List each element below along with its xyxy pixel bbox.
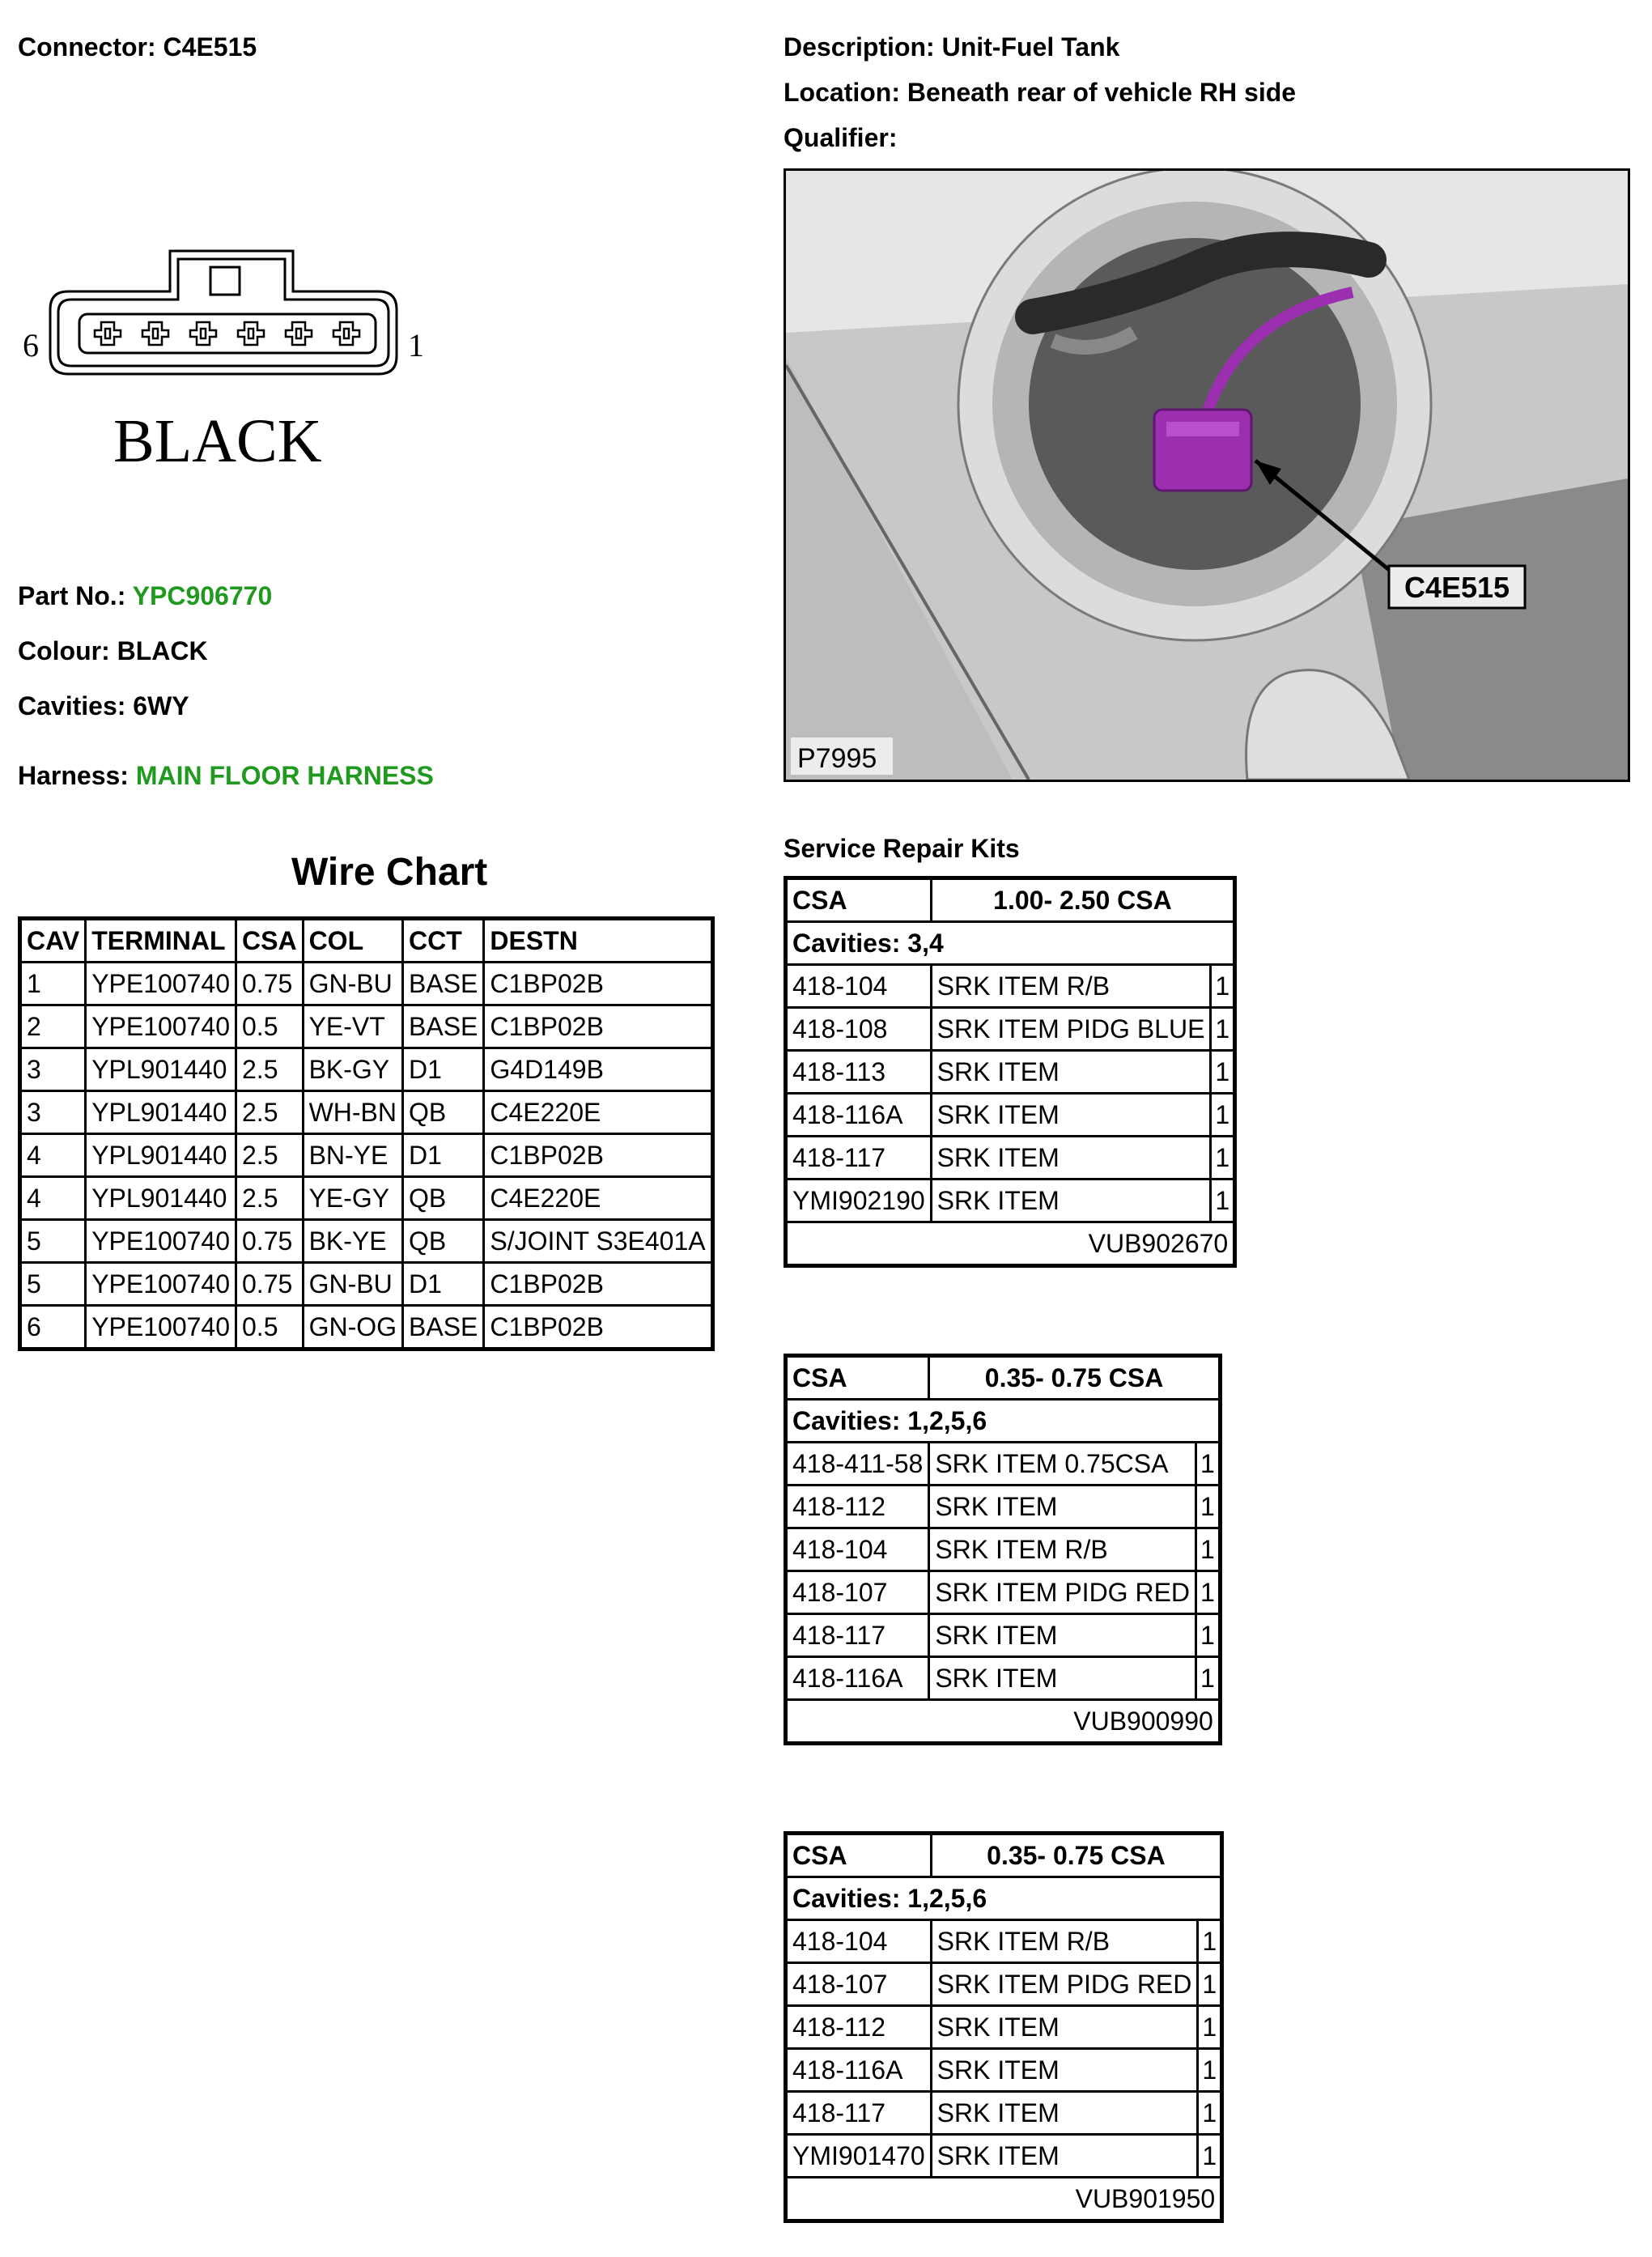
kit-item-part: 418-117 bbox=[786, 2092, 932, 2135]
wire-chart-header-cell: CAV bbox=[20, 919, 86, 963]
kit-item-row bbox=[786, 1657, 1221, 1700]
table-cell: S/JOINT S3E401A bbox=[484, 1220, 712, 1263]
kit-item-description: SRK ITEM PIDG RED bbox=[931, 1963, 1198, 2006]
kit-item-description: SRK ITEM bbox=[931, 1051, 1211, 1094]
part-number-link[interactable]: YPC906770 bbox=[132, 581, 273, 610]
table-cell: YPE100740 bbox=[86, 1005, 236, 1048]
wire-chart-header-cell: CCT bbox=[403, 919, 484, 963]
table-cell: BASE bbox=[403, 1005, 484, 1048]
description-line bbox=[784, 32, 1119, 62]
kit-item-quantity: 1 bbox=[1211, 1051, 1235, 1094]
kit-item-row bbox=[786, 1137, 1235, 1180]
kit-cavities: Cavities: 1,2,5,6 bbox=[786, 1877, 1222, 1920]
table-cell: C1BP02B bbox=[484, 1134, 712, 1177]
table-row bbox=[20, 1220, 713, 1263]
kit-item-part: 418-113 bbox=[786, 1051, 932, 1094]
kit-footer-row bbox=[786, 1700, 1221, 1744]
kit-cavities-row bbox=[786, 1877, 1222, 1920]
harness-label: Harness: bbox=[18, 761, 129, 790]
kit-item-part: 418-112 bbox=[786, 2006, 932, 2049]
table-cell: YPE100740 bbox=[86, 1306, 236, 1350]
connector-pin-contact bbox=[105, 329, 110, 338]
table-cell: D1 bbox=[403, 1263, 484, 1306]
table-cell: 0.75 bbox=[236, 963, 304, 1005]
kit-item-row bbox=[786, 2092, 1222, 2135]
table-cell: BN-YE bbox=[303, 1134, 402, 1177]
kit-item-quantity: 1 bbox=[1196, 1528, 1221, 1571]
repair-kit-table bbox=[784, 876, 1237, 1268]
kit-cavities: Cavities: 3,4 bbox=[786, 922, 1235, 965]
connector-colour-text: BLACK bbox=[113, 407, 322, 475]
kit-item-quantity: 1 bbox=[1198, 1920, 1222, 1963]
photo-ref-label: P7995 bbox=[797, 743, 877, 774]
connector-pin bbox=[286, 322, 312, 345]
table-cell: 4 bbox=[20, 1134, 86, 1177]
table-cell: YPE100740 bbox=[86, 1263, 236, 1306]
table-cell: WH-BN bbox=[303, 1091, 402, 1134]
table-row bbox=[20, 963, 713, 1005]
kit-item-quantity: 1 bbox=[1198, 2049, 1222, 2092]
harness-line bbox=[18, 761, 434, 791]
wire-chart-table bbox=[18, 916, 715, 1351]
connector-id: C4E515 bbox=[163, 32, 257, 62]
table-cell: C1BP02B bbox=[484, 963, 712, 1005]
table-cell: C4E220E bbox=[484, 1091, 712, 1134]
kit-item-description: SRK ITEM bbox=[931, 2092, 1198, 2135]
table-cell: 2.5 bbox=[236, 1177, 304, 1220]
connector-pin bbox=[142, 322, 168, 345]
kit-item-description: SRK ITEM bbox=[931, 1137, 1211, 1180]
pin-1-label: 1 bbox=[408, 327, 424, 363]
kit-item-description: SRK ITEM bbox=[929, 1614, 1196, 1657]
pin-6-label: 6 bbox=[23, 327, 39, 363]
connector-pin bbox=[190, 322, 216, 345]
connector-pin-contact bbox=[344, 329, 349, 338]
table-cell: QB bbox=[403, 1220, 484, 1263]
kit-cavities-row bbox=[786, 922, 1235, 965]
kit-item-row bbox=[786, 1614, 1221, 1657]
kit-header-row bbox=[786, 1356, 1221, 1400]
kit-csa-label: CSA bbox=[786, 1834, 932, 1877]
kit-csa-range: 1.00- 2.50 CSA bbox=[931, 878, 1235, 922]
kit-item-row bbox=[786, 1008, 1235, 1051]
table-cell: 4 bbox=[20, 1177, 86, 1220]
part-label: Part No.: bbox=[18, 581, 126, 610]
table-cell: 2.5 bbox=[236, 1048, 304, 1091]
wire-chart-title: Wire Chart bbox=[291, 851, 488, 894]
table-cell: 0.75 bbox=[236, 1220, 304, 1263]
kit-item-row bbox=[786, 1528, 1221, 1571]
kit-item-part: YMI901470 bbox=[786, 2135, 932, 2178]
description-value: Unit-Fuel Tank bbox=[941, 32, 1120, 62]
table-cell: GN-BU bbox=[303, 963, 402, 1005]
kit-item-description: SRK ITEM bbox=[931, 1180, 1211, 1222]
table-cell: QB bbox=[403, 1177, 484, 1220]
kit-item-quantity: 1 bbox=[1198, 2092, 1222, 2135]
kit-item-part: 418-107 bbox=[786, 1963, 932, 2006]
kit-item-quantity: 1 bbox=[1198, 1963, 1222, 2006]
kit-item-part: 418-107 bbox=[786, 1571, 929, 1614]
table-cell: BASE bbox=[403, 1306, 484, 1350]
kit-item-part: 418-104 bbox=[786, 1528, 929, 1571]
kit-item-description: SRK ITEM R/B bbox=[931, 1920, 1198, 1963]
kit-item-part: 418-411-58 bbox=[786, 1443, 929, 1486]
wire-chart-header-cell: DESTN bbox=[484, 919, 712, 963]
location-photo bbox=[784, 168, 1630, 782]
kit-item-description: SRK ITEM R/B bbox=[931, 965, 1211, 1008]
kit-item-quantity: 1 bbox=[1196, 1443, 1221, 1486]
table-cell: C1BP02B bbox=[484, 1005, 712, 1048]
table-cell: YPE100740 bbox=[86, 1220, 236, 1263]
table-row bbox=[20, 1134, 713, 1177]
kit-item-quantity: 1 bbox=[1198, 2006, 1222, 2049]
kit-item-part: 418-116A bbox=[786, 2049, 932, 2092]
colour-value: BLACK bbox=[117, 636, 208, 665]
kit-item-quantity: 1 bbox=[1196, 1486, 1221, 1528]
table-cell: YE-VT bbox=[303, 1005, 402, 1048]
qualifier-label: Qualifier: bbox=[784, 123, 898, 152]
kit-header-row bbox=[786, 1834, 1222, 1877]
kit-item-quantity: 1 bbox=[1211, 1008, 1235, 1051]
wire-chart-header-cell: TERMINAL bbox=[86, 919, 236, 963]
table-cell: 2 bbox=[20, 1005, 86, 1048]
kit-item-quantity: 1 bbox=[1196, 1571, 1221, 1614]
harness-link[interactable]: MAIN FLOOR HARNESS bbox=[135, 761, 434, 790]
table-cell: BK-YE bbox=[303, 1220, 402, 1263]
kit-item-description: SRK ITEM PIDG BLUE bbox=[931, 1008, 1211, 1051]
location-value: Beneath rear of vehicle RH side bbox=[907, 78, 1297, 107]
description-label: Description: bbox=[784, 32, 935, 62]
location-line bbox=[784, 78, 1296, 108]
kit-item-row bbox=[786, 1486, 1221, 1528]
kit-item-part: 418-116A bbox=[786, 1657, 929, 1700]
service-repair-kits-title: Service Repair Kits bbox=[784, 834, 1020, 863]
table-cell: 0.75 bbox=[236, 1263, 304, 1306]
table-row bbox=[20, 1306, 713, 1350]
wire-chart-header-cell: CSA bbox=[236, 919, 304, 963]
photo-callout-label: C4E515 bbox=[1404, 571, 1510, 604]
table-cell: C1BP02B bbox=[484, 1306, 712, 1350]
kit-item-part: 418-117 bbox=[786, 1137, 932, 1180]
kit-item-quantity: 1 bbox=[1198, 2135, 1222, 2178]
kit-item-description: SRK ITEM R/B bbox=[929, 1528, 1196, 1571]
kit-item-row bbox=[786, 1051, 1235, 1094]
colour-line bbox=[18, 636, 208, 666]
table-row bbox=[20, 1048, 713, 1091]
connector-label: Connector: bbox=[18, 32, 156, 62]
kit-item-part: 418-116A bbox=[786, 1094, 932, 1137]
kit-item-description: SRK ITEM bbox=[931, 2049, 1198, 2092]
repair-kit-table bbox=[784, 1831, 1224, 2223]
kit-item-part: 418-117 bbox=[786, 1614, 929, 1657]
location-label: Location: bbox=[784, 78, 900, 107]
kit-item-part: 418-104 bbox=[786, 965, 932, 1008]
wire-chart-header-row bbox=[20, 919, 713, 963]
table-cell: 2.5 bbox=[236, 1091, 304, 1134]
kit-number: VUB901950 bbox=[786, 2178, 1222, 2221]
table-cell: YPL901440 bbox=[86, 1048, 236, 1091]
cavities-value: 6WY bbox=[133, 691, 189, 720]
kit-csa-range: 0.35- 0.75 CSA bbox=[931, 1834, 1222, 1877]
table-cell: QB bbox=[403, 1091, 484, 1134]
kit-csa-range: 0.35- 0.75 CSA bbox=[929, 1356, 1221, 1400]
kit-item-row bbox=[786, 1920, 1222, 1963]
kit-item-quantity: 1 bbox=[1211, 1094, 1235, 1137]
kit-item-quantity: 1 bbox=[1196, 1657, 1221, 1700]
connector-pin-contact bbox=[296, 329, 301, 338]
table-cell: 2.5 bbox=[236, 1134, 304, 1177]
kit-item-row bbox=[786, 965, 1235, 1008]
connector-line bbox=[18, 32, 257, 62]
table-cell: YPL901440 bbox=[86, 1134, 236, 1177]
wire-chart-header-cell: COL bbox=[303, 919, 402, 963]
kit-item-quantity: 1 bbox=[1211, 1180, 1235, 1222]
kit-footer-row bbox=[786, 1222, 1235, 1266]
kit-item-row bbox=[786, 1094, 1235, 1137]
kit-item-quantity: 1 bbox=[1211, 965, 1235, 1008]
kit-item-description: SRK ITEM PIDG RED bbox=[929, 1571, 1196, 1614]
kit-item-part: 418-104 bbox=[786, 1920, 932, 1963]
connector-pin bbox=[238, 322, 264, 345]
kit-item-part: 418-112 bbox=[786, 1486, 929, 1528]
table-row bbox=[20, 1091, 713, 1134]
kit-cavities-row bbox=[786, 1400, 1221, 1443]
table-row bbox=[20, 1263, 713, 1306]
table-cell: BASE bbox=[403, 963, 484, 1005]
kit-item-description: SRK ITEM bbox=[931, 2135, 1198, 2178]
kit-item-row bbox=[786, 2049, 1222, 2092]
table-cell: YE-GY bbox=[303, 1177, 402, 1220]
table-row bbox=[20, 1005, 713, 1048]
qualifier-line bbox=[784, 123, 897, 153]
kit-header-row bbox=[786, 878, 1235, 922]
connector-face-drawing bbox=[23, 243, 444, 486]
colour-label: Colour: bbox=[18, 636, 110, 665]
kit-cavities: Cavities: 1,2,5,6 bbox=[786, 1400, 1221, 1443]
kit-item-row bbox=[786, 1571, 1221, 1614]
cavities-label: Cavities: bbox=[18, 691, 126, 720]
table-cell: 5 bbox=[20, 1220, 86, 1263]
table-row bbox=[20, 1177, 713, 1220]
table-cell: GN-BU bbox=[303, 1263, 402, 1306]
table-cell: YPL901440 bbox=[86, 1091, 236, 1134]
table-cell: YPE100740 bbox=[86, 963, 236, 1005]
kit-item-row bbox=[786, 1443, 1221, 1486]
table-cell: G4D149B bbox=[484, 1048, 712, 1091]
table-cell: 6 bbox=[20, 1306, 86, 1350]
kit-item-row bbox=[786, 2006, 1222, 2049]
kit-item-description: SRK ITEM 0.75CSA bbox=[929, 1443, 1196, 1486]
connector-pin-contact bbox=[153, 329, 158, 338]
table-cell: 1 bbox=[20, 963, 86, 1005]
kit-item-description: SRK ITEM bbox=[931, 1094, 1211, 1137]
kit-item-quantity: 1 bbox=[1196, 1614, 1221, 1657]
fuel-tank-illustration bbox=[786, 171, 1628, 780]
kit-item-description: SRK ITEM bbox=[931, 2006, 1198, 2049]
part-line bbox=[18, 581, 272, 611]
kit-number: VUB902670 bbox=[786, 1222, 1235, 1266]
table-cell: D1 bbox=[403, 1134, 484, 1177]
table-cell: D1 bbox=[403, 1048, 484, 1091]
table-cell: 5 bbox=[20, 1263, 86, 1306]
kit-item-description: SRK ITEM bbox=[929, 1657, 1196, 1700]
table-cell: C1BP02B bbox=[484, 1263, 712, 1306]
kit-item-description: SRK ITEM bbox=[929, 1486, 1196, 1528]
connector-pin-contact bbox=[248, 329, 253, 338]
table-cell: GN-OG bbox=[303, 1306, 402, 1350]
connector-pin bbox=[95, 322, 121, 345]
connector-pin bbox=[333, 322, 359, 345]
kit-item-row bbox=[786, 2135, 1222, 2178]
repair-kit-table bbox=[784, 1354, 1222, 1745]
table-cell: 0.5 bbox=[236, 1005, 304, 1048]
kit-footer-row bbox=[786, 2178, 1222, 2221]
table-cell: 0.5 bbox=[236, 1306, 304, 1350]
connector-pin-contact bbox=[201, 329, 206, 338]
kit-item-row bbox=[786, 1963, 1222, 2006]
kit-number: VUB900990 bbox=[786, 1700, 1221, 1744]
kit-csa-label: CSA bbox=[786, 1356, 929, 1400]
table-cell: 3 bbox=[20, 1091, 86, 1134]
kit-item-row bbox=[786, 1180, 1235, 1222]
table-cell: YPL901440 bbox=[86, 1177, 236, 1220]
kit-item-quantity: 1 bbox=[1211, 1137, 1235, 1180]
table-cell: 3 bbox=[20, 1048, 86, 1091]
cavities-line bbox=[18, 691, 189, 721]
table-cell: C4E220E bbox=[484, 1177, 712, 1220]
kit-item-part: YMI902190 bbox=[786, 1180, 932, 1222]
kit-csa-label: CSA bbox=[786, 878, 932, 922]
table-cell: BK-GY bbox=[303, 1048, 402, 1091]
kit-item-part: 418-108 bbox=[786, 1008, 932, 1051]
